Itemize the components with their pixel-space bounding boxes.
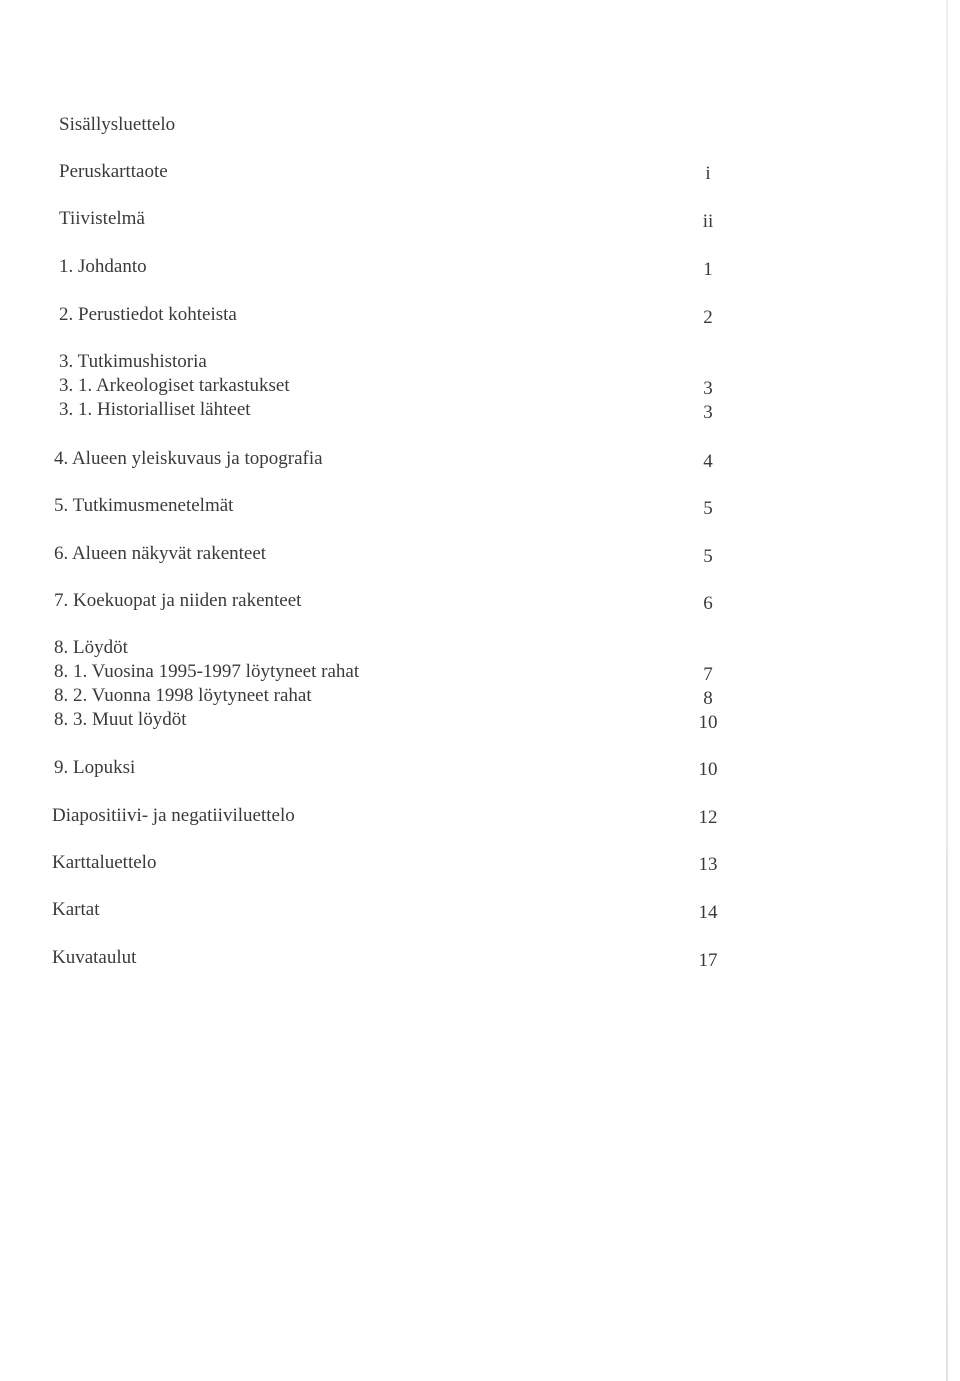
- toc-entry-page: 2: [703, 307, 713, 328]
- toc-entry-label: Kartat: [52, 899, 100, 920]
- toc-entry: [0, 803, 960, 829]
- toc-entry-page: 5: [703, 498, 713, 519]
- toc-entry: [0, 683, 960, 709]
- toc-entry: [0, 206, 960, 232]
- toc-entry-page: 4: [703, 451, 713, 472]
- toc-entry-page: 1: [703, 259, 713, 280]
- toc-entry: [0, 397, 960, 423]
- toc-entry-page: 5: [703, 546, 713, 567]
- toc-entry: [0, 659, 960, 685]
- toc-entry-label: 7. Koekuopat ja niiden rakenteet: [54, 590, 302, 611]
- toc-entry-label: 8. 2. Vuonna 1998 löytyneet rahat: [54, 685, 312, 706]
- toc-entry: [0, 897, 960, 923]
- toc-entry-label: 6. Alueen näkyvät rakenteet: [54, 543, 267, 564]
- toc-entry: [0, 373, 960, 399]
- toc-entry-label: Kuvataulut: [52, 947, 137, 968]
- toc-entry-label: 3. Tutkimushistoria: [59, 351, 207, 372]
- toc-entry-page: ii: [702, 211, 714, 232]
- toc-entry-page: 13: [698, 854, 718, 875]
- toc-entry: [0, 588, 960, 614]
- toc-entry-label: Tiivistelmä: [59, 208, 145, 229]
- toc-entry-label: Diapositiivi- ja negatiiviluettelo: [52, 805, 295, 826]
- toc-entry-label: Peruskarttaote: [59, 161, 168, 182]
- toc-entry-label: 1. Johdanto: [59, 256, 147, 277]
- toc-entry: [0, 755, 960, 781]
- toc-entry: [0, 850, 960, 876]
- toc-entry-label: 2. Perustiedot kohteista: [59, 304, 237, 325]
- toc-entry-label: 8. 3. Muut löydöt: [54, 709, 187, 730]
- toc-entry-page: 3: [703, 402, 713, 423]
- toc-entry-page: 8: [703, 688, 713, 709]
- toc-entry-label: 4. Alueen yleiskuvaus ja topografia: [54, 448, 323, 469]
- toc-entry-page: 12: [698, 807, 718, 828]
- toc-entry-page: i: [705, 163, 711, 184]
- toc-entry-label: 3. 1. Historialliset lähteet: [59, 399, 251, 420]
- toc-entry: [0, 254, 960, 280]
- toc-entry: [0, 493, 960, 519]
- toc-title: Sisällysluettelo: [59, 114, 176, 135]
- toc-entry-page: 6: [703, 593, 713, 614]
- toc-entry-page: 14: [698, 902, 718, 923]
- toc-entry: [0, 349, 960, 375]
- toc-entry: [0, 302, 960, 328]
- toc-entry-page: 17: [698, 950, 718, 971]
- toc-entry-label: Karttaluettelo: [52, 852, 157, 873]
- toc-entry-page: 7: [703, 664, 713, 685]
- toc-entry-label: 9. Lopuksi: [54, 757, 136, 778]
- toc-entry: [0, 707, 960, 733]
- toc-entry: [0, 635, 960, 661]
- toc-entry: [0, 446, 960, 472]
- toc-entry: [0, 159, 960, 185]
- toc-entry-page: 10: [698, 712, 718, 733]
- toc-entry-label: 8. 1. Vuosina 1995-1997 löytyneet rahat: [54, 661, 360, 682]
- toc-entry-page: 10: [698, 759, 718, 780]
- toc-entry: [0, 541, 960, 567]
- toc-entry-label: 3. 1. Arkeologiset tarkastukset: [59, 375, 290, 396]
- toc-entry-label: 5. Tutkimusmenetelmät: [54, 495, 234, 516]
- toc-entry-label: 8. Löydöt: [54, 637, 128, 658]
- toc-entry: [0, 945, 960, 971]
- toc-entry-page: 3: [703, 378, 713, 399]
